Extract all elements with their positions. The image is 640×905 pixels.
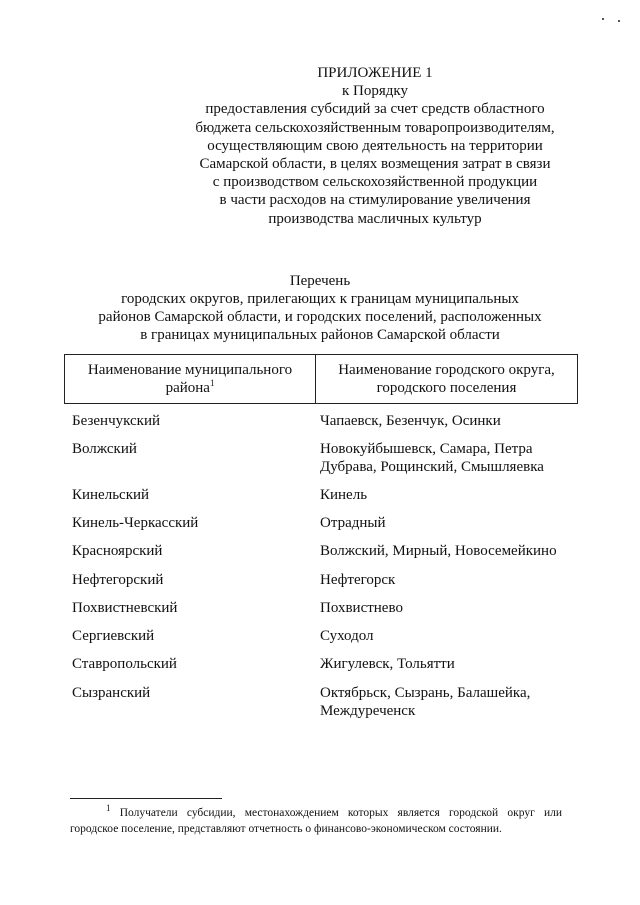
settlement-cell: Волжский, Мирный, Новосемейкино <box>320 543 557 559</box>
title-heading: Перечень <box>289 273 351 289</box>
footnote-text: Получатели субсидии, местонахождением которых является городской округ или городское поселение, представляют отчетность о финансово-экономическом состоянии. <box>70 807 563 835</box>
district-cell: Сергиевский <box>72 628 155 644</box>
footnote-divider <box>70 798 222 799</box>
district-cell: Кинель-Черкасский <box>72 515 199 531</box>
district-cell: Волжский <box>72 441 137 457</box>
footnote-marker: 1 <box>106 803 111 814</box>
table-header <box>64 354 578 404</box>
appendix-line: предоставления субсидий за счет средств областного <box>205 101 545 118</box>
scan-mark <box>602 18 604 20</box>
district-cell: Нефтегорский <box>72 572 164 588</box>
district-cell: Красноярский <box>72 543 163 559</box>
header-settlement: Наименование городского округа, городского поселения <box>316 355 578 404</box>
appendix-line: в части расходов на стимулирование увеличения <box>219 192 531 209</box>
settlement-cell: Чапаевск, Безенчук, Осинки <box>320 413 501 429</box>
settlement-cell: Похвистнево <box>320 600 403 616</box>
title-line: в границах муниципальных районов Самарской области <box>140 327 500 343</box>
settlement-cell: Новокуйбышевск, Самара, Петра Дубрава, Рощинский, Смышляевка <box>320 441 544 475</box>
footnote <box>70 805 562 837</box>
header-district: Наименование муниципального района$^1$ <box>65 355 316 404</box>
district-cell: Похвистневский <box>72 600 178 616</box>
title-line: районов Самарской области, и городских поселений, расположенных <box>98 309 542 325</box>
settlement-cell: Суходол <box>320 628 374 644</box>
list-title <box>60 272 580 344</box>
appendix-line: с производством сельскохозяйственной продукции <box>212 174 538 191</box>
appendix-line: к Порядку <box>342 83 408 100</box>
settlement-cell: Отрадный <box>320 515 386 531</box>
settlement-cell: Жигулевск, Тольятти <box>320 656 455 672</box>
appendix-line: бюджета сельскохозяйственным товаропроизводителям, <box>195 119 555 136</box>
settlement-cell: Октябрьск, Сызрань, Балашейка, Междуреченск <box>320 685 531 719</box>
district-cell: Ставропольский <box>72 656 177 672</box>
district-cell: Безенчукский <box>72 413 161 429</box>
district-cell: Кинельский <box>72 487 150 503</box>
district-cell: Сызранский <box>72 685 151 701</box>
settlement-cell: Нефтегорск <box>320 572 396 588</box>
appendix-line: Самарской области, в целях возмещения затрат в связи <box>199 156 551 173</box>
settlement-cell: Кинель <box>320 487 368 503</box>
title-line: городских округов, прилегающих к границам муниципальных <box>121 291 519 307</box>
appendix-heading: ПРИЛОЖЕНИЕ 1 <box>317 65 433 81</box>
scan-mark <box>618 20 620 22</box>
footnote-ref: 1 <box>209 378 215 388</box>
appendix-header <box>180 64 570 228</box>
appendix-line: производства масличных культур <box>268 210 482 227</box>
appendix-line: осуществляющим свою деятельность на территории <box>207 137 543 154</box>
